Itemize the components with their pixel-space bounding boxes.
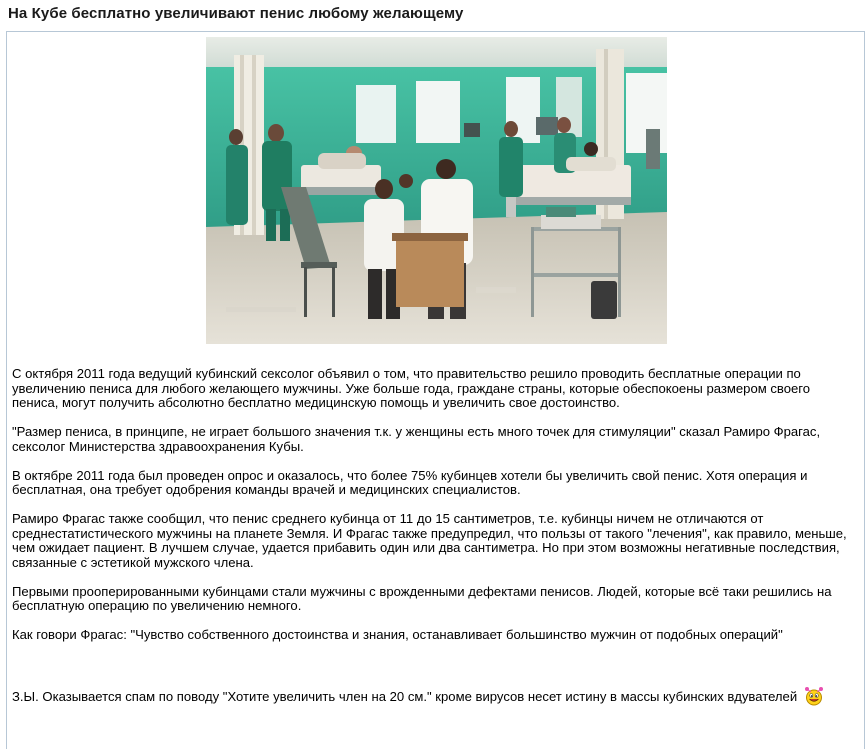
article-paragraph: "Размер пениса, в принципе, не играет большого значения т.к. у женщины есть много точек для стимуляции" сказал Рамиро Фрагас, сексолог Министерства здравоохранения Кубы. [12, 424, 821, 454]
article-body [12, 367, 852, 720]
postscript-text: З.Ы. Оказывается спам по поводу "Хотите увеличить член на 20 см." кроме вирусов несет истину в массы кубинских вдувателей [12, 688, 798, 704]
article-paragraph: В октябре 2011 года был проведен опрос и оказалось, что более 75% кубинцев хотели бы увеличить свой пенис. Хотя операция и бесплатная, она требует одобрения команды врачей и медицинских специалистов. [12, 467, 808, 497]
article-title: На Кубе бесплатно увеличивают пенис любому желающему [8, 5, 464, 22]
article-paragraph: С октября 2011 года ведущий кубинский сексолог объявил о том, что правительство решило проводить бесплатные операции по увеличению пениса для любого желающего мужчины. Уже больше года, граждане страны, которые обеспокоены размером своего пениса, могут получить абсолютно бесплатно медицинскую помощь и увеличить свое достоинство. [12, 366, 811, 410]
article-paragraph: Первыми прооперированными кубинцами стали мужчины с врожденными дефектами пенисов. Людей, которые всё таки решились на бесплатную операцию по увеличению немного. [12, 583, 832, 613]
smiley-emoticon-icon [803, 686, 825, 706]
hospital-ward-photo [206, 37, 667, 344]
article-paragraph: Рамиро Фрагас также сообщил, что пенис среднего кубинца от 11 до 15 сантиметров, т.е. кубинцы ничем не отличаются от среднестатистического мужчины на планете Земля. И Фрагас также предупредил, что пользы от такого "лечения", как правило, меньше, чем ожидает пациент. В лучшем случае, удается прибавить один или два сантиметра. Но при этом возможны негативные последствия, связанные с эстетикой мужского члена. [12, 511, 847, 570]
article-panel [6, 31, 865, 749]
article-paragraph: Как говори Фрагас: "Чувство собственного достоинства и знания, останавливает большинство мужчин от подобных операций" [12, 627, 783, 642]
postscript-paragraph [12, 686, 852, 706]
